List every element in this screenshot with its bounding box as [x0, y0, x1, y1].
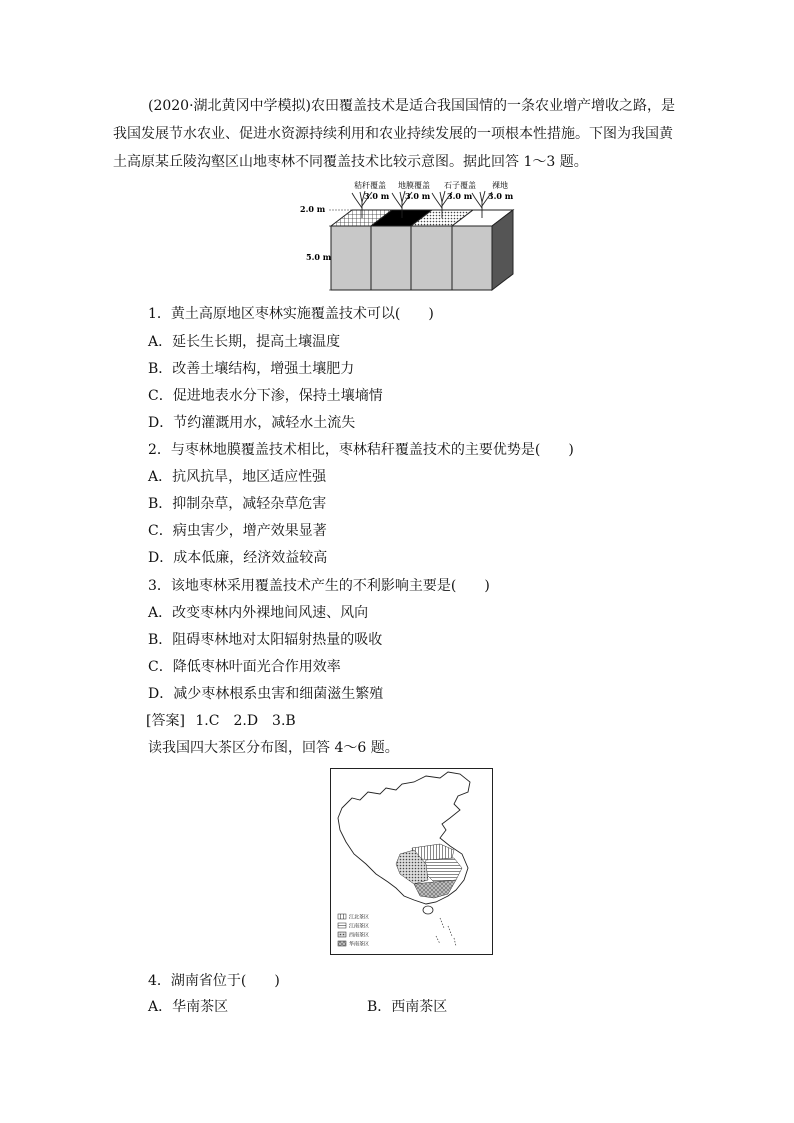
width-film: 3.0 m — [405, 191, 431, 201]
question-3-option-a: A．改变枣林内外裸地间风速、风向 — [148, 605, 369, 621]
question-3-option-b: B．阻碍枣林地对太阳辐射热量的吸收 — [148, 632, 383, 648]
question-4-stem: 4．湖南省位于( ) — [148, 973, 280, 989]
question-1-option-d: D．节约灌溉用水，减轻水土流失 — [148, 415, 356, 431]
label-straw: 秸秆覆盖 — [354, 181, 386, 190]
label-bare: 裸地 — [492, 181, 508, 190]
legend-jiangnan: 江南茶区 — [349, 923, 370, 930]
question-2-stem: 2．与枣林地膜覆盖技术相比，枣林秸秆覆盖技术的主要优势是( ) — [148, 442, 574, 458]
answer-line — [146, 711, 296, 731]
tea-region-map — [330, 768, 493, 955]
width-straw: 3.0 m — [364, 191, 390, 201]
question-4-option-a: A．华南茶区 — [148, 999, 229, 1015]
question-2-option-a: A．抗风抗旱，地区适应性强 — [148, 469, 327, 485]
dim-top: 2.0 m — [300, 204, 326, 214]
legend-huanan: 华南茶区 — [349, 941, 370, 948]
answer-text: 1.C 2.D 3.B — [195, 713, 296, 729]
question-1-stem: 1．黄土高原地区枣林实施覆盖技术可以( ) — [148, 306, 434, 322]
question-2-option-d: D．成本低廉，经济效益较高 — [148, 550, 328, 566]
width-stone: 3.0 m — [447, 191, 473, 201]
answer-tag: [答案] — [146, 713, 185, 729]
legend-xinan: 西南茶区 — [349, 932, 370, 939]
question-4-option-b: B．西南茶区 — [367, 999, 448, 1015]
question-1-option-a: A．延长生长期，提高土壤温度 — [148, 334, 341, 350]
legend-jiangbei: 江北茶区 — [349, 914, 370, 921]
label-stone: 石子覆盖 — [444, 181, 476, 190]
question-2-option-b: B．抑制杂草，减轻杂草危害 — [148, 496, 327, 512]
question-1-option-c: C．促进地表水分下渗，保持土壤墒情 — [148, 388, 383, 404]
intro-2: 读我国四大茶区分布图，回答 4～6 题。 — [148, 740, 399, 756]
label-film: 地膜覆盖 — [398, 181, 430, 190]
intro-line-1: (2020·湖北黄冈中学模拟)农田覆盖技术是适合我国国情的一条农业增产增收之路，是 — [148, 98, 676, 114]
question-3-option-d: D．减少枣林根系虫害和细菌滋生繁殖 — [148, 686, 384, 702]
intro-line-2: 我国发展节水农业、促进水资源持续利用和农业持续发展的一项根本性措施。下图为我国黄 — [113, 126, 673, 142]
covering-technique-diagram — [300, 178, 522, 294]
dim-side: 5.0 m — [306, 252, 332, 262]
width-bare: 3.0 m — [488, 191, 514, 201]
question-3-option-c: C．降低枣林叶面光合作用效率 — [148, 659, 341, 675]
intro-line-3: 土高原某丘陵沟壑区山地枣林不同覆盖技术比较示意图。据此回答 1～3 题。 — [113, 154, 588, 170]
question-2-option-c: C．病虫害少，增产效果显著 — [148, 523, 327, 539]
question-3-stem: 3．该地枣林采用覆盖技术产生的不利影响主要是( ) — [148, 578, 490, 594]
question-1-option-b: B．改善土壤结构，增强土壤肥力 — [148, 361, 355, 377]
